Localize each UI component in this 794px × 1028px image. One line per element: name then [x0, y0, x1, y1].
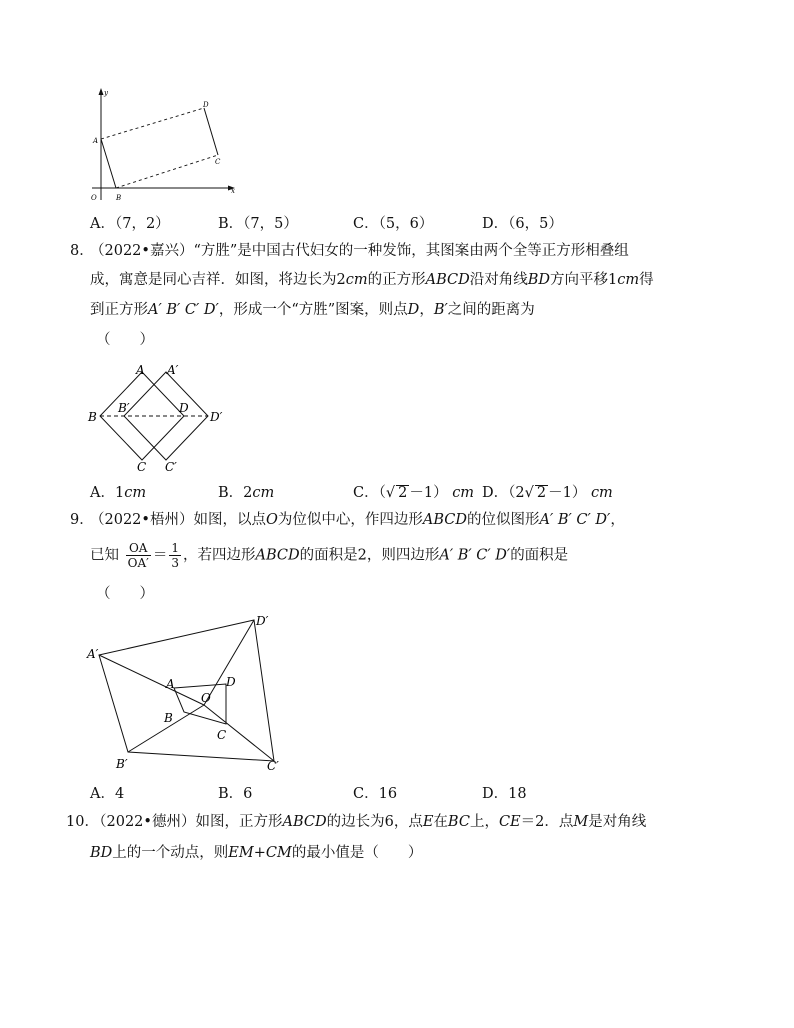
ray-oa — [99, 655, 204, 705]
ratio-fraction: $\frac{OA}{OA'}$ — [127, 541, 149, 570]
q8-option-b: B．2cm — [218, 485, 275, 501]
q8-figure — [84, 356, 234, 476]
point-b-label: B — [116, 194, 122, 202]
q8-line-3: 到正方形A′ B′ C′ D′，形成一个“方胜”图案，则点D，B′之间的距离为 — [90, 302, 535, 318]
point-a-label: A — [93, 137, 99, 145]
q9-option-b: B．6 — [218, 786, 253, 802]
q8-answer-paren: （ ） — [96, 332, 154, 348]
q7-option-a: A．（7，2） — [90, 216, 170, 232]
q8-option-c: C．（√ 2 －1） cm — [353, 485, 475, 501]
label-a: A — [136, 363, 145, 377]
label-c: C — [217, 728, 227, 742]
label-b: B — [164, 711, 173, 725]
q8-option-a: A．1cm — [90, 485, 147, 501]
y-axis-arrow — [99, 88, 104, 95]
q9-line-1: （2022•梧州）如图，以点O为位似中心，作四边形ABCD的位似图形A′ B′ C′ D′， — [90, 512, 625, 528]
x-axis-label: x — [231, 187, 235, 195]
q10-number: 10． — [66, 814, 99, 830]
label-b-prime: B′ — [116, 757, 128, 771]
side-bc — [116, 155, 218, 188]
side-ad — [101, 108, 204, 139]
q7-figure — [80, 86, 245, 206]
label-d-prime: D′ — [256, 614, 269, 628]
q10-line-1: （2022•德州）如图，正方形ABCD的边长为6，点E在BC上，CE＝2．点M是对角线 — [92, 814, 647, 830]
quad-abcd — [174, 684, 226, 724]
q8-line-1: （2022•嘉兴）“方胜”是中国古代妇女的一种发饰，其图案由两个全等正方形相叠组 — [90, 243, 629, 259]
q8-number: 8． — [70, 243, 94, 259]
label-c-prime: C′ — [267, 759, 279, 773]
origin-label: O — [91, 194, 97, 202]
q9-option-d: D．18 — [482, 786, 527, 802]
q10-line-2: BD上的一个动点，则EM+CM的最小值是（ ） — [90, 845, 423, 861]
label-b-prime: B′ — [118, 401, 130, 415]
label-d-prime: D′ — [210, 410, 223, 424]
label-b: B — [88, 410, 97, 424]
label-a-prime: A′ — [167, 363, 179, 377]
side-ab — [101, 139, 116, 188]
side-dc — [204, 108, 218, 155]
q9-option-c: C．16 — [353, 786, 398, 802]
q9-option-a: A．4 — [90, 786, 125, 802]
label-a: A — [166, 677, 175, 691]
value-fraction: $\frac{1}{3}$ — [171, 541, 179, 570]
label-o: O — [201, 691, 211, 705]
q9-answer-paren: （ ） — [96, 586, 154, 602]
point-d-label: D — [203, 101, 209, 109]
point-c-label: C — [215, 158, 221, 166]
label-c-prime: C′ — [165, 460, 177, 474]
q7-option-b: B．（7，5） — [218, 216, 298, 232]
label-c: C — [137, 460, 147, 474]
y-axis-label: y — [104, 89, 108, 97]
q8-line-2: 成，寓意是同心吉祥．如图，将边长为2cm的正方形ABCD沿对角线BD方向平移1cm得 — [90, 272, 654, 288]
q7-option-c: C．（5，6） — [353, 216, 434, 232]
ray-od — [204, 620, 254, 705]
label-d: D — [226, 675, 236, 689]
q9-line-2: 已知 $\frac{OA}{OA'}$ ＝ $\frac{1}{3}$ ，若四边形ABCD的面积是2，则四边形A′ B′ C′ D′的面积是 — [90, 541, 569, 570]
q9-figure — [84, 608, 294, 778]
q9-number: 9． — [70, 512, 94, 528]
q8-option-d: D．（2√ 2 －1） cm — [482, 485, 613, 501]
label-d: D — [179, 401, 189, 415]
label-a-prime: A′ — [87, 647, 99, 661]
ray-oc — [204, 705, 274, 761]
q7-option-d: D．（6，5） — [482, 216, 563, 232]
